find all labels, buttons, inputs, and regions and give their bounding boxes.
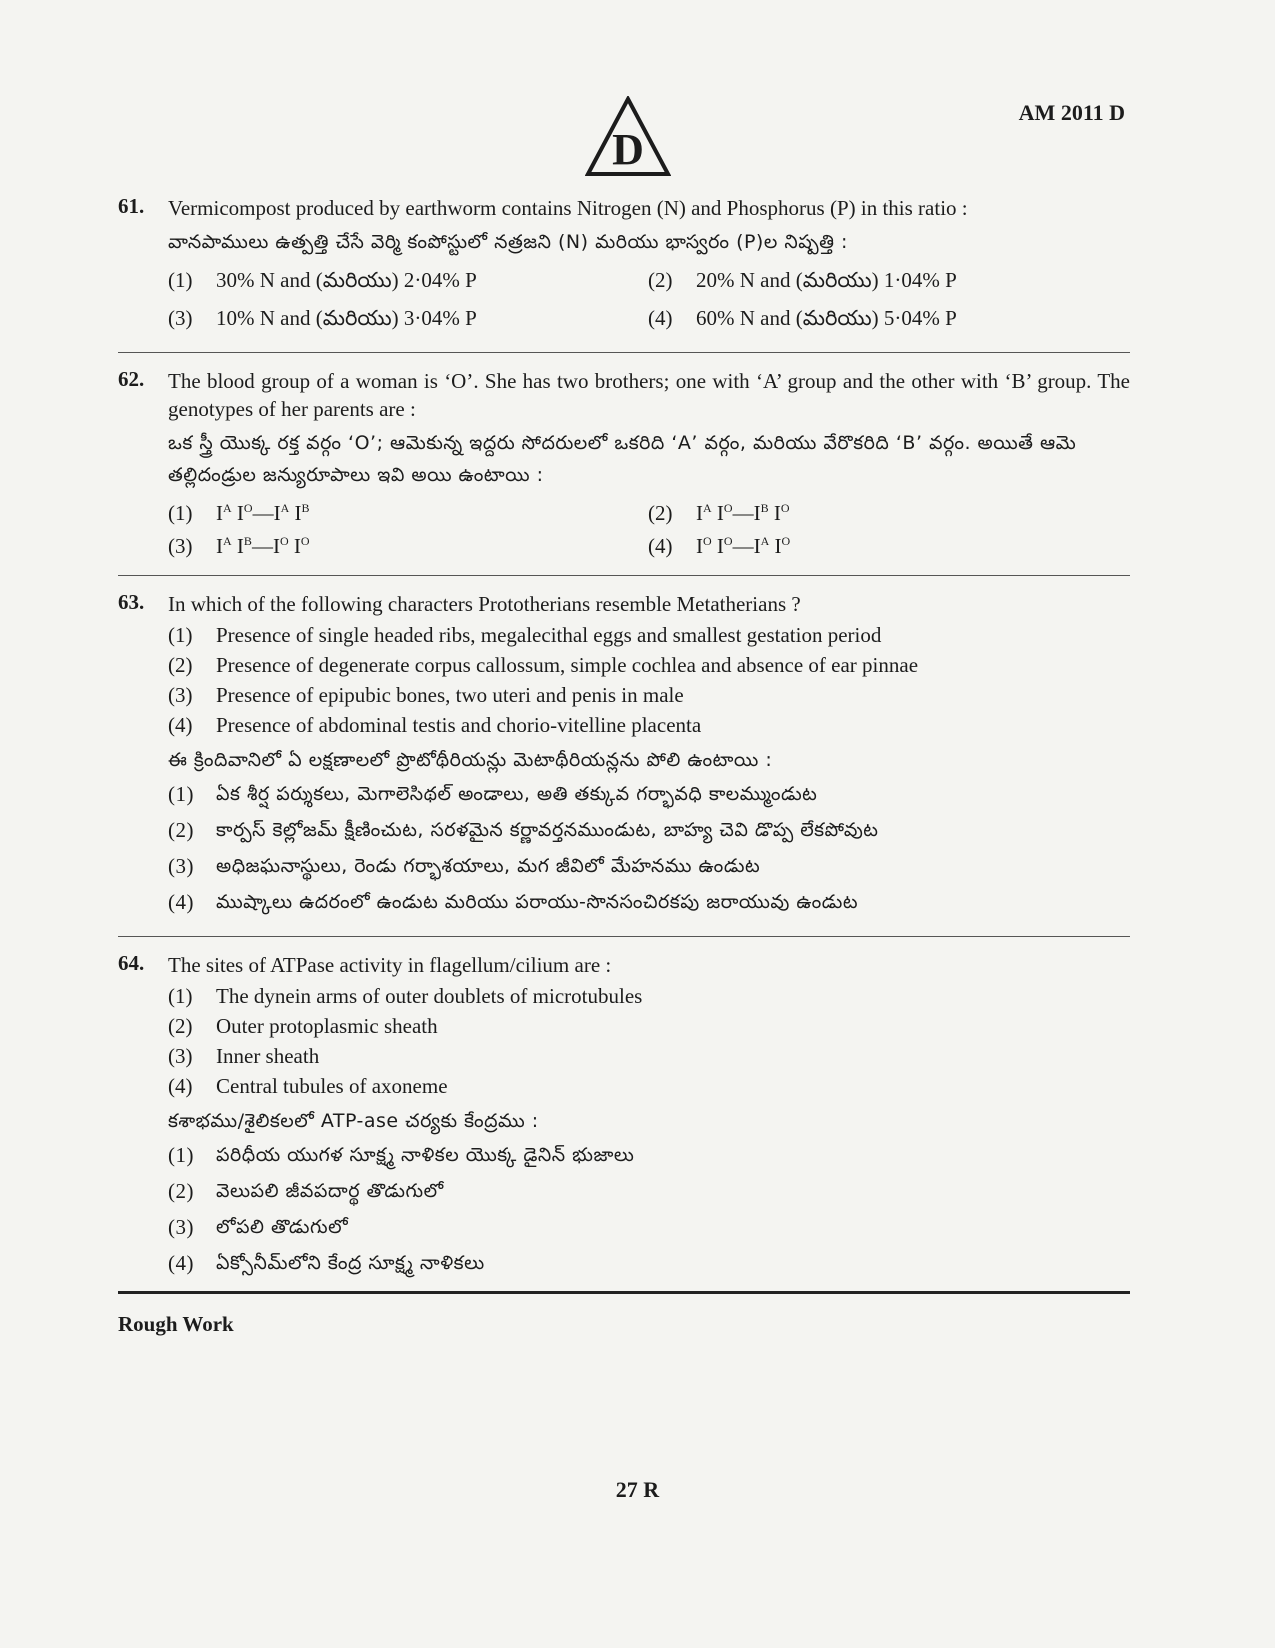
option-2: (2) Outer protoplasmic sheath bbox=[168, 1014, 438, 1038]
question-text-en: In which of the following characters Prototherians resemble Metatherians ? bbox=[168, 592, 801, 616]
option-4: (4) ముష్కాలు ఉదరంలో ఉండుట మరియు పరాయు-సొనసంచిరకపు జరాయువు ఉండుట bbox=[168, 890, 859, 914]
option-3: (3) $I^A$ $I^B—I^O$ $I^O$ bbox=[168, 534, 310, 558]
option-2: (2) 20% N and (మరియు) 1·04% P bbox=[648, 268, 957, 292]
question-text-en: Vermicompost produced by earthworm contains Nitrogen (N) and Phosphorus (P) in this ratio : bbox=[168, 196, 968, 220]
option-1: (1) $I^A$ $I^O—I^A$ $I^B$ bbox=[168, 501, 310, 525]
divider bbox=[118, 352, 1130, 353]
page-number: 27 R bbox=[615, 1477, 660, 1502]
option-2: (2) కార్పస్ కెల్లోజమ్ క్షీణించుట, సరళమైన కర్ణావర్తనముండుట, బాహ్య చెవి డొప్ప లేకపోవుట bbox=[168, 818, 879, 842]
option-2: (2) వెలుపలి జీవపదార్థ తొడుగులో bbox=[168, 1179, 444, 1203]
option-1: (1) పరిధీయ యుగళ సూక్ష్మ నాళికల యొక్క డైనిన్ భుజాలు bbox=[168, 1143, 635, 1167]
question-63 bbox=[118, 590, 1130, 920]
question-64 bbox=[118, 951, 1130, 1281]
options bbox=[168, 268, 1130, 336]
option-4: (4) Central tubules of axoneme bbox=[168, 1074, 448, 1098]
option-3: (3) అధిజఘనాస్థులు, రెండు గర్భాశయాలు, మగ జీవిలో మేహనము ఉండుట bbox=[168, 854, 761, 878]
option-3: (3) Presence of epipubic bones, two uteri and penis in male bbox=[168, 683, 684, 707]
options-en bbox=[168, 620, 1130, 740]
question-62 bbox=[118, 367, 1130, 559]
option-1: (1) Presence of single headed ribs, megalecithal eggs and smallest gestation period bbox=[168, 623, 882, 647]
question-text-te: వానపాములు ఉత్పత్తి చేసే వెర్మి కంపోస్టులో నత్రజని (N) మరియు భాస్వరం (P)ల నిష్పత్తి : bbox=[168, 231, 848, 253]
question-text-te: కశాభము/శైలికలలో ATP-ase చర్యకు కేంద్రము : bbox=[168, 1110, 539, 1132]
question-text-en: The sites of ATPase activity in flagellum/cilium are : bbox=[168, 953, 612, 977]
option-3: (3) లోపలి తొడుగులో bbox=[168, 1215, 349, 1239]
set-letter: D bbox=[612, 125, 644, 174]
question-text-te: ఈ క్రిందివానిలో ఏ లక్షణాలలో ప్రొటోథీరియన్లు మెటాథీరియన్లను పోలి ఉంటాయి : bbox=[168, 749, 773, 771]
rough-work-label: Rough Work bbox=[118, 1312, 234, 1336]
set-d-triangle-icon bbox=[585, 96, 671, 178]
divider bbox=[118, 936, 1130, 937]
option-1: (1) 30% N and (మరియు) 2·04% P bbox=[168, 268, 477, 292]
options-te bbox=[168, 1137, 1130, 1281]
options-en bbox=[168, 981, 1130, 1101]
option-2: (2) $I^A$ $I^O—I^B$ $I^O$ bbox=[648, 501, 790, 525]
question-area bbox=[118, 194, 1130, 1337]
divider bbox=[118, 575, 1130, 576]
question-text-te: ఒక స్త్రీ యొక్క రక్త వర్గం ‘O’; ఆమెకున్న ఇద్దరు సోదరులలో ఒకరిది ‘A’ వర్గం, మరియు వేరొకరిది ‘B’ వర్గం. అయితే ఆమె తల్లిదండ్రుల జన్యురూపాలు ఇవి అయి ఉంటాయి : bbox=[168, 432, 1077, 486]
booklet-code: AM 2011 D bbox=[1018, 100, 1125, 125]
question-number: 64. bbox=[118, 951, 145, 975]
option-1: (1) The dynein arms of outer doublets of microtubules bbox=[168, 984, 643, 1008]
option-1: (1) ఏక శీర్ష పర్శుకలు, మెగాలెసిథల్ అండాలు, అతి తక్కువ గర్భావధి కాలమ్ముండుట bbox=[168, 782, 818, 806]
option-4: (4) $I^O$ $I^O—I^A$ $I^O$ bbox=[648, 534, 791, 558]
option-4: (4) Presence of abdominal testis and chorio-vitelline placenta bbox=[168, 713, 702, 737]
question-number: 63. bbox=[118, 590, 145, 614]
section-end-rule bbox=[118, 1291, 1130, 1294]
question-number: 61. bbox=[118, 194, 145, 218]
option-2: (2) Presence of degenerate corpus callossum, simple cochlea and absence of ear pinnae bbox=[168, 653, 919, 677]
options bbox=[168, 501, 1130, 559]
option-4: (4) ఏక్సోనీమ్‌లోని కేంద్ర సూక్ష్మ నాళికలు bbox=[168, 1251, 485, 1275]
option-4: (4) 60% N and (మరియు) 5·04% P bbox=[648, 306, 957, 330]
question-61 bbox=[118, 194, 1130, 336]
question-number: 62. bbox=[118, 367, 145, 391]
options-te bbox=[168, 776, 1130, 920]
option-3: (3) Inner sheath bbox=[168, 1044, 320, 1068]
question-text-en: The blood group of a woman is ‘O’. She has two brothers; one with ‘A’ group and the other with ‘B’ group. The genotypes of her parents are : bbox=[168, 369, 1130, 421]
option-3: (3) 10% N and (మరియు) 3·04% P bbox=[168, 306, 477, 330]
